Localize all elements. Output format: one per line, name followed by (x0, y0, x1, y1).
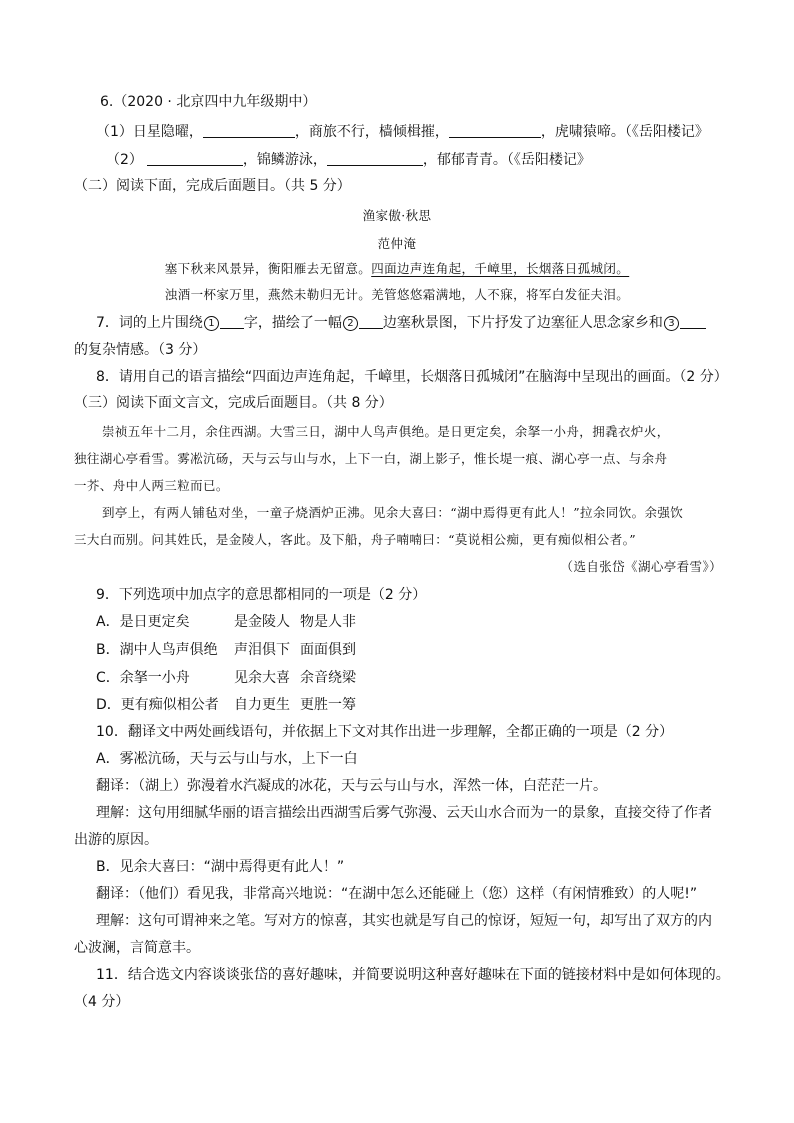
q10-b-translation: 翻译：（他们）看见我，非常高兴地说：“在湖中怎么还能碰上（您）这样（有闲情雅致）的人呢!” (96, 886, 698, 902)
q6-line1-part3: ，虎啸猿啼。（《岳阳楼记》 (540, 124, 709, 140)
q7-part3: 边塞秋景图，下片抒发了边塞征人思念家乡和 (382, 315, 663, 331)
circle-3: 3 (664, 316, 679, 331)
q10-b-understanding-line2: 心波澜，言简意丰。 (74, 940, 200, 956)
q10-a-sentence: A．雾凇沆砀，天与云与山与水，上下一白 (96, 751, 358, 767)
q11-line2: （4 分） (74, 994, 130, 1010)
fill-blank[interactable] (220, 314, 244, 329)
passage-p1-line1: 崇祯五年十二月，余住西湖。大雪三日，湖中人鸟声俱绝。是日更定矣，余拏一小舟，拥毳衣炉火， (102, 424, 670, 439)
section2-heading: （二）阅读下面，完成后面题目。（共 5 分） (74, 178, 351, 194)
poem-line-1 (0, 259, 794, 279)
passage-p2-line1-a: 到亭上，有两人铺毡对坐，一童子烧酒炉正沸。 (102, 505, 373, 520)
q9-option-b (96, 640, 356, 660)
circle-2: 2 (343, 316, 358, 331)
q9-option-b-label: B．湖中人鸟声俱绝 (96, 642, 218, 658)
passage-p2-line1-b: 见余大喜曰：“湖中焉得更有此人！” (372, 505, 580, 520)
q9-option-b-c: 面面俱到 (300, 642, 356, 658)
q10-b-sentence: B．见余大喜曰：“湖中焉得更有此人！” (96, 859, 345, 875)
q6-header: 6.（2020 · 北京四中九年级期中） (100, 94, 317, 110)
q9-stem: 9．下列选项中加点字的意思都相同的一项是（2 分） (96, 587, 427, 603)
q9-option-a (96, 612, 356, 632)
passage-p1-line3: 一芥、舟中人两三粒而已。 (74, 478, 229, 493)
q9-option-c (96, 668, 356, 688)
fill-blank[interactable] (359, 314, 383, 329)
q7-line2: 的复杂情感。（3 分） (74, 342, 207, 358)
q7-line1 (96, 313, 706, 333)
poem-author: 范仲淹 (377, 236, 417, 251)
q10-a-translation: 翻译：（湖上）弥漫着水汽凝成的冰花，天与云与山与水，浑然一体，白茫茫一片。 (96, 778, 607, 794)
passage-p2-line2: 三大白而别。问其姓氏，是金陵人，客此。及下船，舟子喃喃曰：“莫说相公痴，更有痴似相公者。” (74, 532, 637, 547)
q11-line1: 11．结合选文内容谈谈张岱的喜好趣味，并简要说明这种喜好趣味在下面的链接材料中是如何体现的。 (96, 967, 730, 983)
q9-option-d-label: D．更有痴似相公者 (96, 697, 219, 713)
q9-option-c-c: 余音绕梁 (300, 670, 356, 686)
q6-line1-part2: ，商旅不行，樯倾楫摧， (294, 124, 449, 140)
poem-line-1-underlined: 四面边声连角起，千嶂里，长烟落日孤城闭。 (371, 261, 630, 276)
q9-option-a-c: 物是人非 (300, 614, 356, 630)
q10-b-understanding-line1: 理解：这句可谓神来之笔。写对方的惊喜，其实也就是写自己的惊讶，短短一句，却写出了双方的内 (96, 913, 712, 929)
q9-option-d-c: 更胜一筹 (300, 697, 356, 713)
q9-option-b-b: 声泪俱下 (234, 642, 290, 658)
poem-line-1-plain: 塞下秋来风景异，衡阳雁去无留意。 (164, 261, 372, 276)
fill-blank[interactable] (327, 151, 423, 166)
q6-line1-part1: （1）日星隐曜， (96, 124, 203, 140)
q8-text: 8．请用自己的语言描绘“四面边声连角起，千嶂里，长烟落日孤城闭”在脑海中呈现出的画面。（2 分） (96, 369, 728, 385)
passage-p2-line1 (102, 503, 683, 523)
circle-1: 1 (204, 316, 219, 331)
q6-line2-part2: ，锦鳞游泳， (242, 152, 327, 168)
q9-option-d (96, 695, 356, 715)
q7-part1: 7．词的上片围绕 (96, 315, 203, 331)
q6-line2 (106, 150, 591, 170)
section3-heading: （三）阅读下面文言文，完成后面题目。（共 8 分） (74, 395, 393, 411)
poem-line-2: 浊酒一杯家万里，燕然未勒归无计。羌管悠悠霜满地，人不寐，将军白发征夫泪。 (164, 287, 630, 302)
passage-p1-line2-a: 独往湖心亭看雪。 (74, 451, 178, 466)
poem-title: 渔家傲·秋思 (362, 208, 432, 223)
q6-line2-part1: （2） (106, 152, 143, 168)
passage-p1-line2-c: ，湖上影子，惟长堤一痕、湖心亭一点、与余舟 (396, 451, 668, 466)
q6-line2-part3: ，郁郁青青。（《岳阳楼记》 (422, 152, 591, 168)
q9-option-c-label: C．余拏一小舟 (96, 670, 190, 686)
q10-a-understanding-line2: 出游的原因。 (74, 832, 158, 848)
q9-option-d-b: 自力更生 (234, 697, 290, 713)
q9-option-a-label: A．是日更定矣 (96, 614, 190, 630)
passage-source: （选自张岱《湖心亭看雪》） (560, 559, 722, 574)
q10-stem: 10．翻译文中两处画线语句，并依据上下文对其作出进一步理解，全都正确的一项是（2 分） (96, 724, 674, 740)
q9-option-a-b: 是金陵人 (234, 614, 290, 630)
passage-p2-line1-c: 拉余同饮。余强饮 (580, 505, 684, 520)
q10-a-understanding-line1: 理解：这句用细腻华丽的语言描绘出西湖雪后雾气弥漫、云天山水合而为一的景象，直接交待了作者 (96, 805, 712, 821)
passage-p1-line2-b: 雾凇沆砀，天与云与山与水，上下一白 (177, 451, 397, 466)
fill-blank[interactable] (449, 123, 541, 138)
q6-line1 (96, 122, 709, 142)
fill-blank[interactable] (147, 151, 243, 166)
q7-part2: 字，描绘了一幅 (243, 315, 342, 331)
passage-p1-line2 (74, 449, 667, 469)
q9-option-c-b: 见余大喜 (234, 670, 290, 686)
fill-blank[interactable] (203, 123, 295, 138)
fill-blank[interactable] (680, 314, 706, 329)
